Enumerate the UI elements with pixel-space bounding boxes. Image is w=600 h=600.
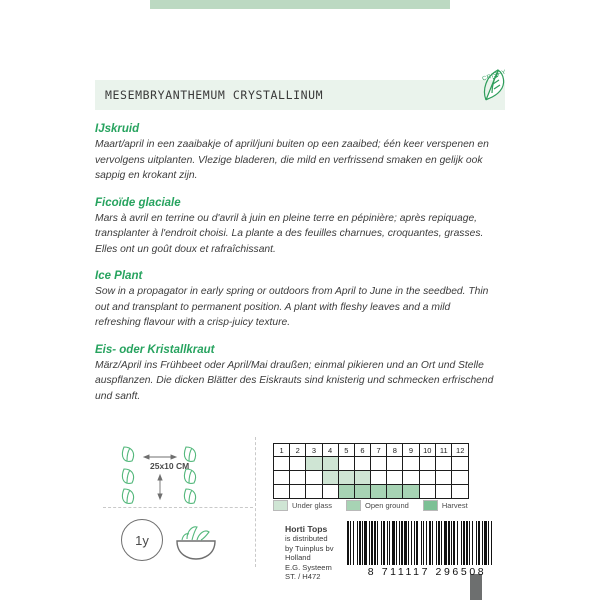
language-title-en: Ice Plant xyxy=(95,270,143,282)
distributor-info xyxy=(285,525,334,581)
language-text-de: März/April ins Frühbeet oder April/Mai draußen; einmal pikieren und an Ort und Stelle auspflanzen. Die dicken Blätter des Eiskrauts sind knisterig und schmecken erfrischend und sanft. xyxy=(95,359,494,402)
crispy-badge xyxy=(456,60,510,108)
calendar-cell xyxy=(338,471,354,485)
calendar-cell xyxy=(371,471,387,485)
duration-icon-group xyxy=(113,513,223,571)
top-decor-bar xyxy=(150,0,450,9)
calendar-month-header: 12 xyxy=(452,444,469,457)
calendar-cell xyxy=(387,471,403,485)
calendar-cell xyxy=(436,471,452,485)
calendar-cell xyxy=(354,485,370,499)
calendar-cell xyxy=(419,457,435,471)
language-block-de xyxy=(95,344,505,405)
calendar-legend-item xyxy=(423,500,468,511)
calendar-cell xyxy=(436,457,452,471)
calendar-cell xyxy=(354,471,370,485)
calendar-cell xyxy=(306,485,322,499)
calendar-cell xyxy=(322,457,338,471)
calendar-cell xyxy=(419,471,435,485)
calendar-month-header: 6 xyxy=(354,444,370,457)
language-title-fr: Ficoïde glaciale xyxy=(95,196,181,209)
distributor-line-1: is distributed xyxy=(285,534,328,544)
legend-swatch xyxy=(423,500,438,511)
distributor-brand: Horti Tops xyxy=(285,524,328,534)
calendar-month-header: 9 xyxy=(403,444,419,457)
distributor-line-2: by Tuinplus bv xyxy=(285,543,334,553)
botanical-name: MESEMBRYANTHEMUM CRYSTALLINUM xyxy=(105,88,324,102)
calendar-cell xyxy=(436,485,452,499)
language-title-nl: IJskruid xyxy=(95,123,140,135)
calendar-month-header: 3 xyxy=(306,444,322,457)
calendar-legend-item xyxy=(346,500,409,511)
calendar-cell xyxy=(419,485,435,499)
barcode-bars xyxy=(347,521,507,565)
calendar-cell xyxy=(371,457,387,471)
calendar-month-header: 10 xyxy=(419,444,435,457)
language-title-de: Eis- oder Kristallkraut xyxy=(95,343,215,356)
calendar-cell xyxy=(387,485,403,499)
sowing-calendar-table xyxy=(273,443,469,499)
calendar-month-header: 5 xyxy=(338,444,354,457)
calendar-cell xyxy=(403,485,419,499)
salad-bowl-icon xyxy=(173,521,219,561)
legend-label: Under glass xyxy=(292,501,333,510)
calendar-legend-item xyxy=(273,500,332,511)
distributor-line-4: E.G. Systeem xyxy=(285,562,332,572)
calendar-cell xyxy=(452,457,469,471)
calendar-month-header: 2 xyxy=(290,444,306,457)
calendar-cell xyxy=(403,457,419,471)
calendar-cell xyxy=(306,457,322,471)
calendar-cell xyxy=(306,471,322,485)
calendar-cell xyxy=(338,457,354,471)
calendar-month-header: 8 xyxy=(387,444,403,457)
seed-packet-back xyxy=(95,69,508,404)
calendar-cell xyxy=(274,485,290,499)
distributor-line-5: ST. / H472 xyxy=(285,572,321,582)
calendar-row xyxy=(274,457,469,471)
barcode-bar xyxy=(492,521,494,565)
calendar-cell xyxy=(387,457,403,471)
calendar-cell xyxy=(354,457,370,471)
legend-swatch xyxy=(273,500,288,511)
calendar-cell xyxy=(290,485,306,499)
calendar-cell xyxy=(322,485,338,499)
barcode-number: 8 711117 296508 xyxy=(367,566,487,578)
calendar-legend xyxy=(273,500,468,511)
leaf-grid-icon xyxy=(110,443,230,505)
legend-label: Harvest xyxy=(441,501,468,510)
calendar-cell xyxy=(274,457,290,471)
calendar-cell xyxy=(274,471,290,485)
calendar-month-header: 7 xyxy=(371,444,387,457)
legend-swatch xyxy=(346,500,361,511)
footer-divider-horizontal xyxy=(103,507,253,508)
language-text-en: Sow in a propagator in early spring or outdoors from April to June in the seedbed. Thin out and transplant to permanent position. A plant with fleshy leaves and a mild refreshing flavour with a crisp-juicy texture. xyxy=(95,286,489,328)
calendar-row xyxy=(274,471,469,485)
packet-footer xyxy=(95,435,510,582)
language-text-nl: Maart/april in een zaaibakje of april/juni buiten op een zaaibed; één keer verspenen en vervolgens uitplanten. Vlezige bladeren, die mild en verfrissend smaken en gelijk ook sappig en krokant zijn. xyxy=(95,139,489,181)
calendar-header-row xyxy=(274,444,469,457)
calendar-row xyxy=(274,485,469,499)
calendar-cell xyxy=(290,457,306,471)
language-block-nl xyxy=(95,123,505,184)
calendar-cell xyxy=(322,471,338,485)
language-text-fr: Mars à avril en terrine ou d'avril à juin en pleine terre en pépinière; après repiquage, transplanter à l'endroit choisi. La plante a des feuilles charnues, croquantes, grasses. Elles ont un goût doux et rafraîchissant. xyxy=(95,212,484,255)
language-block-en xyxy=(95,270,505,331)
calendar-cell xyxy=(403,471,419,485)
calendar-cell xyxy=(371,485,387,499)
botanical-name-strip xyxy=(95,69,508,110)
plant-spacing-icon-group xyxy=(110,443,220,503)
legend-label: Open ground xyxy=(365,501,409,510)
calendar-cell xyxy=(452,485,469,499)
footer-divider-vertical xyxy=(255,437,256,567)
calendar-month-header: 4 xyxy=(322,444,338,457)
barcode-group xyxy=(347,521,507,578)
calendar-cell xyxy=(338,485,354,499)
crispy-badge-label: CRISPY xyxy=(481,69,508,83)
calendar-cell xyxy=(290,471,306,485)
calendar-month-header: 11 xyxy=(436,444,452,457)
language-block-fr xyxy=(95,197,505,258)
calendar-cell xyxy=(452,471,469,485)
calendar-month-header: 1 xyxy=(274,444,290,457)
sowing-calendar xyxy=(273,443,469,499)
distributor-line-3: Holland xyxy=(285,553,311,563)
duration-label: 1y xyxy=(121,519,163,561)
plant-spacing-label: 25x10 CM xyxy=(150,461,190,471)
